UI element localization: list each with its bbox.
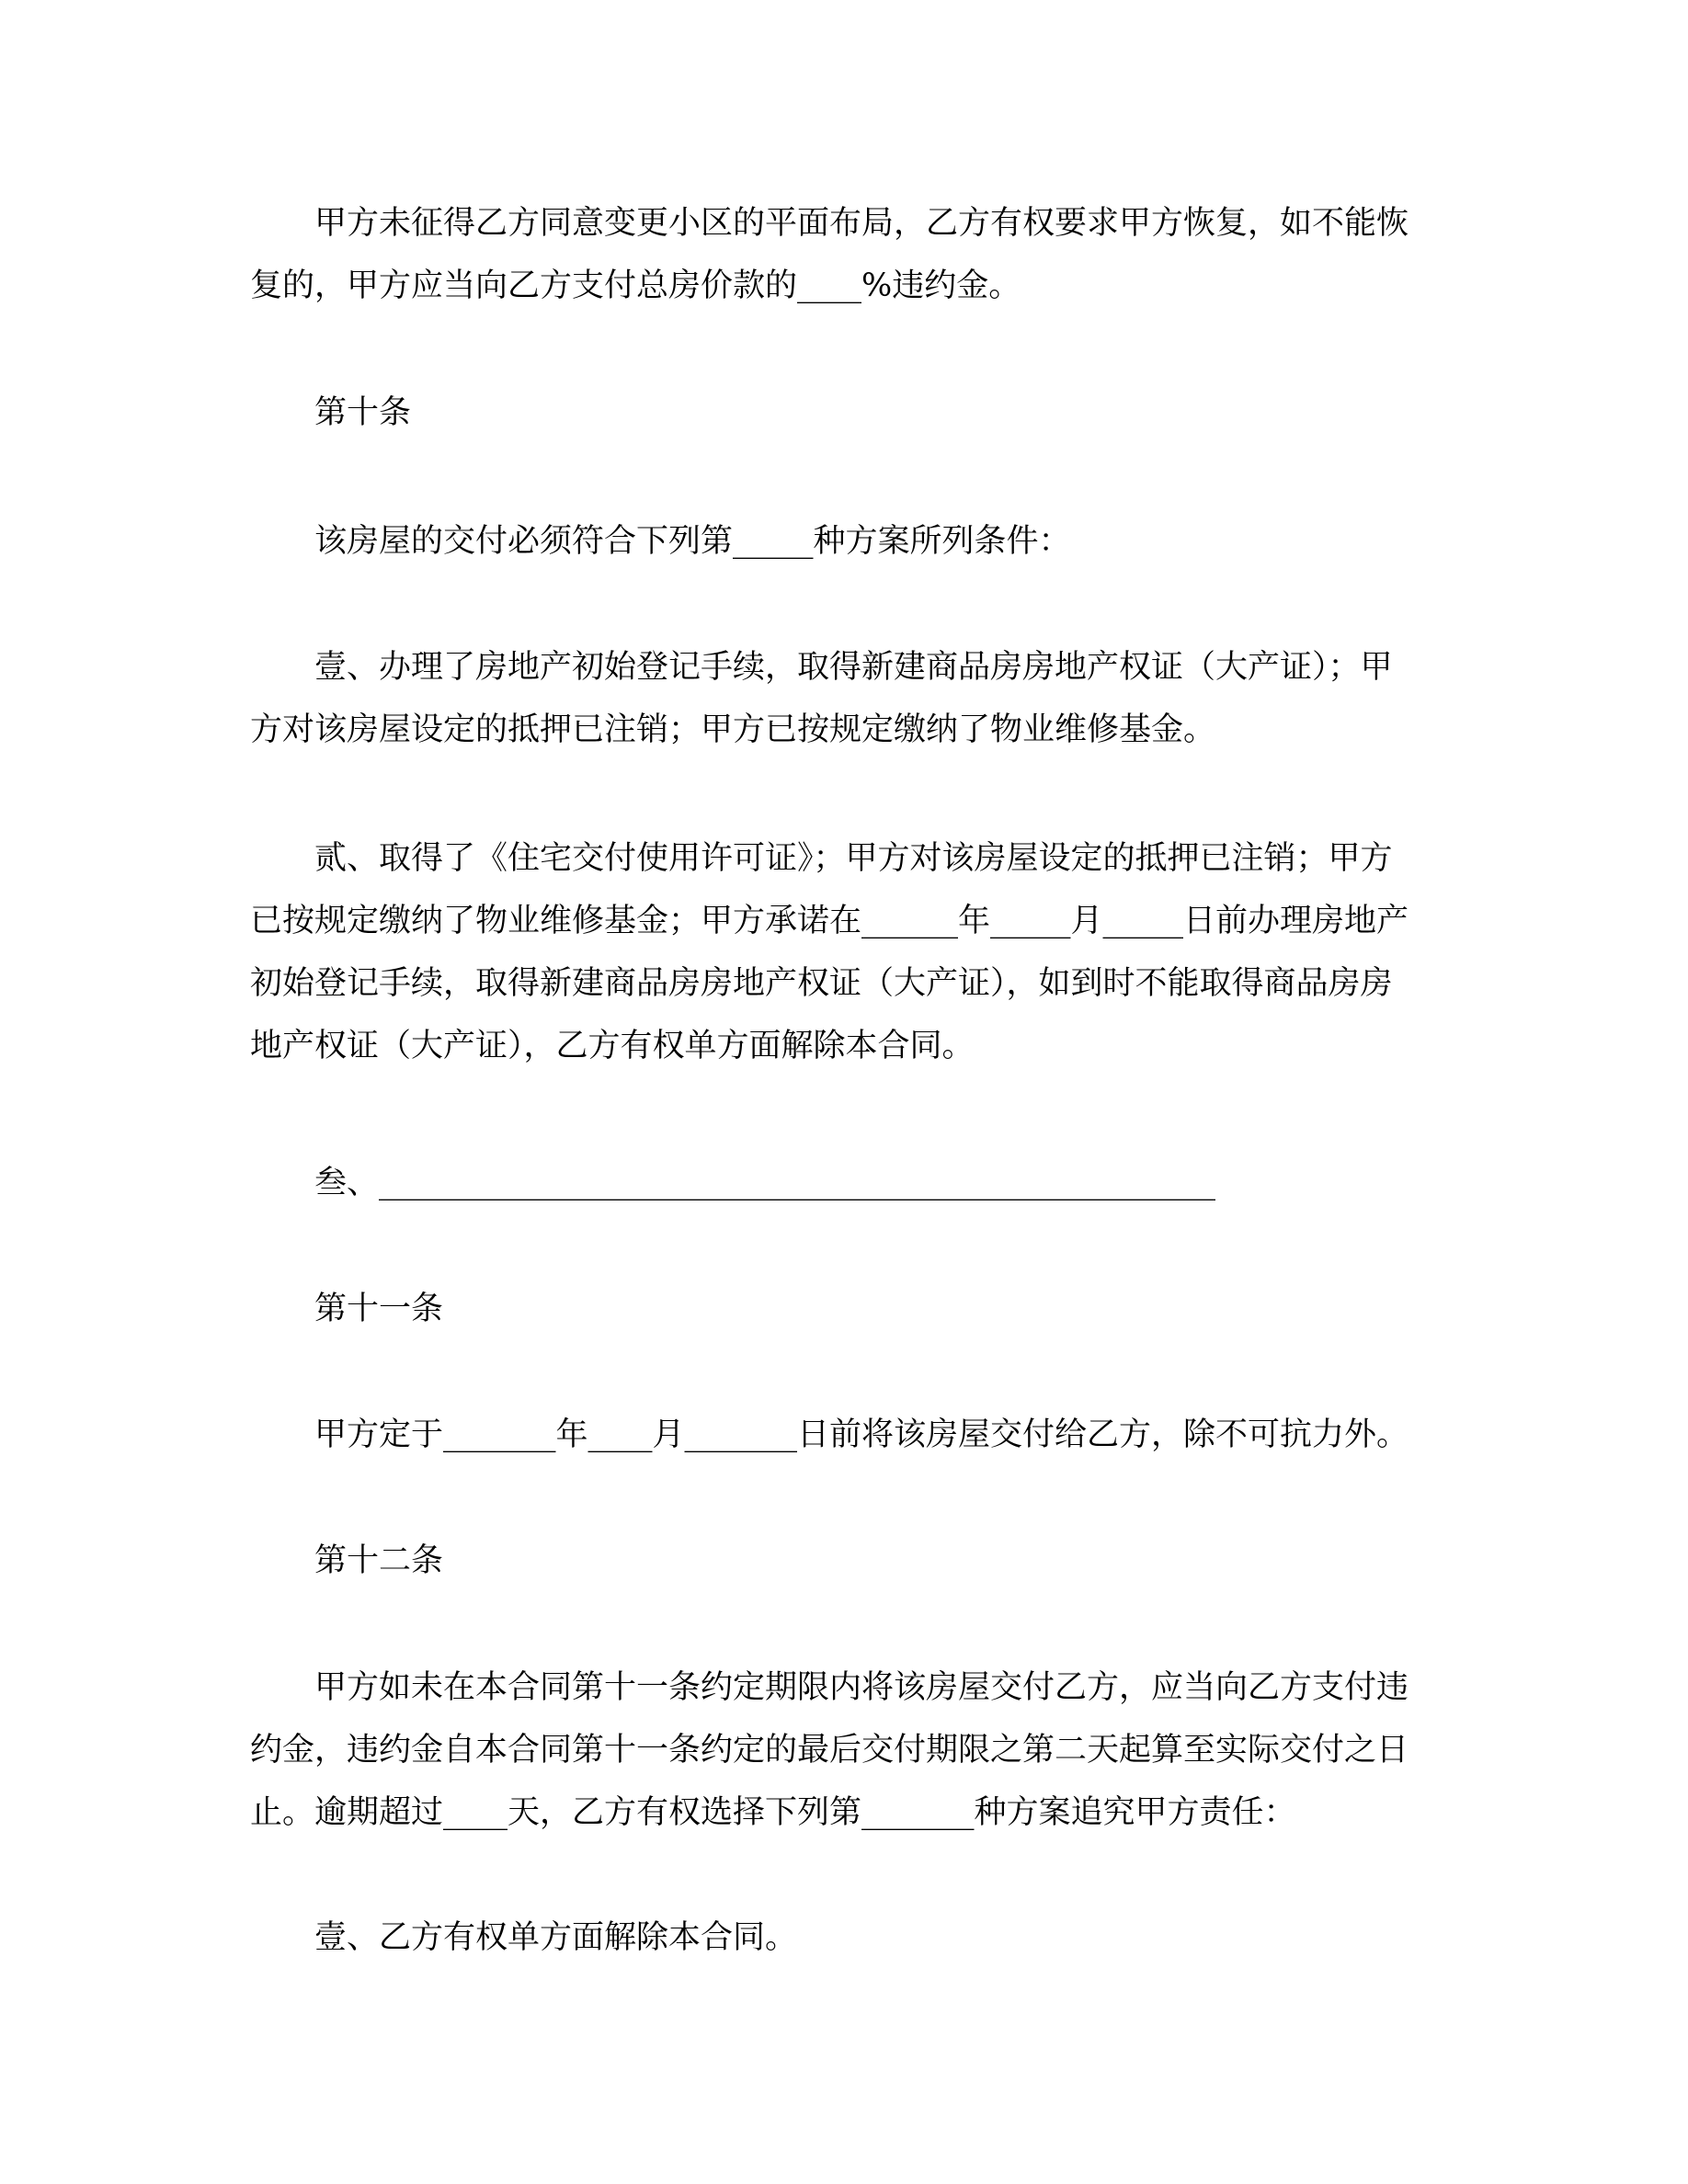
article-title: 第十二条 bbox=[314, 1542, 444, 1579]
text-line: 甲方如未在本合同第十一条约定期限内将该房屋交付乙方，应当向乙方支付违 bbox=[314, 1669, 1409, 1706]
article-heading-11 bbox=[250, 1278, 1445, 1340]
paragraph-delivery-conditions bbox=[250, 510, 1445, 573]
paragraph-layout-change-penalty bbox=[250, 192, 1445, 317]
text-line: 已按规定缴纳了物业维修基金；甲方承诺在______年_____月_____日前办理房地产 bbox=[250, 903, 1409, 939]
text-line: 壹、办理了房地产初始登记手续，取得新建商品房房地产权证（大产证）；甲 bbox=[314, 649, 1393, 686]
article-title: 第十一条 bbox=[314, 1291, 444, 1327]
paragraph-late-delivery-penalty bbox=[250, 1656, 1445, 1844]
paragraph-option-2 bbox=[250, 827, 1445, 1077]
text-line: 方对该房屋设定的抵押已注销；甲方已按规定缴纳了物业维修基金。 bbox=[250, 711, 1216, 748]
text-line: 甲方定于_______年____月_______日前将该房屋交付给乙方，除不可抗力外。 bbox=[314, 1416, 1409, 1453]
paragraph-option-1 bbox=[250, 636, 1445, 761]
paragraph-option-3 bbox=[250, 1152, 1445, 1214]
text-line: 甲方未征得乙方同意变更小区的平面布局，乙方有权要求甲方恢复，如不能恢 bbox=[314, 205, 1409, 242]
text-line: 初始登记手续，取得新建商品房房地产权证（大产证），如到时不能取得商品房房 bbox=[250, 965, 1393, 1002]
text-line: 复的，甲方应当向乙方支付总房价款的____%违约金。 bbox=[250, 267, 1021, 304]
text-line: 壹、乙方有权单方面解除本合同。 bbox=[314, 1919, 798, 1956]
text-line: 止。逾期超过____天，乙方有权选择下列第_______种方案追究甲方责任： bbox=[250, 1794, 1296, 1831]
text-line: 贰、取得了《住宅交付使用许可证》；甲方对该房屋设定的抵押已注销；甲方 bbox=[314, 840, 1393, 877]
text-line: 地产权证（大产证），乙方有权单方面解除本合同。 bbox=[250, 1028, 975, 1064]
text-line: 叁、____________________________________________________ bbox=[314, 1165, 1216, 1201]
text-line: 约金，违约金自本合同第十一条约定的最后交付期限之第二天起算至实际交付之日 bbox=[250, 1732, 1409, 1769]
paragraph-remedy-option-1 bbox=[250, 1906, 1445, 1969]
article-heading-10 bbox=[250, 381, 1445, 444]
paragraph-delivery-date bbox=[250, 1404, 1445, 1466]
article-title: 第十条 bbox=[314, 394, 412, 431]
text-line: 该房屋的交付必须符合下列第_____种方案所列条件： bbox=[314, 523, 1071, 560]
article-heading-12 bbox=[250, 1530, 1445, 1592]
